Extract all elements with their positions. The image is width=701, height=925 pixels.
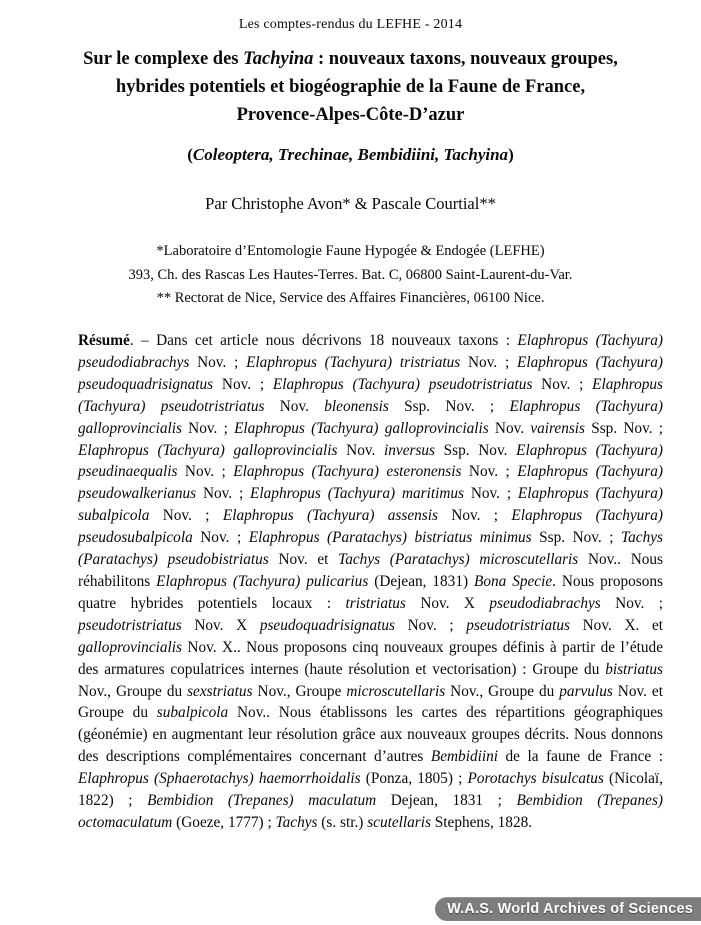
affiliation-line-3: ** Rectorat de Nice, Service des Affaires Financières, 06100 Nice. xyxy=(156,290,545,306)
affiliation-line-1: *Laboratoire d’Entomologie Faune Hypogée & Endogée (LEFHE) xyxy=(156,243,545,259)
was-watermark-badge: W.A.S. World Archives of Sciences xyxy=(435,897,701,921)
affiliations-block xyxy=(30,240,671,311)
abstract-paragraph: Résumé. – Dans cet article nous décrivons 18 nouveaux taxons : Elaphropus (Tachyura) pseudodiabrachys Nov. ; Elaphropus (Tachyura) tristriatus Nov. ; Elaphropus (Tachyura) pseudoquadrisignatus Nov. ; Elaphropus (Tachyura) pseudotristriatus Nov. ; Elaphropus (Tachyura) pseudotristriatus Nov. bleonensis Ssp. Nov. ; Elaphropus (Tachyura) galloprovincialis Nov. ; Elaphropus (Tachyura) galloprovincialis Nov. vairensis Ssp. Nov. ; Elaphropus (Tachyura) galloprovincialis Nov. inversus Ssp. Nov. Elaphropus (Tachyura) pseudinaequalis Nov. ; Elaphropus (Tachyura) esteronensis Nov. ; Elaphropus (Tachyura) pseudowalkerianus Nov. ; Elaphropus (Tachyura) maritimus Nov. ; Elaphropus (Tachyura) subalpicola Nov. ; Elaphropus (Tachyura) assensis Nov. ; Elaphropus (Tachyura) pseudosubalpicola Nov. ; Elaphropus (Paratachys) bistriatus minimus Ssp. Nov. ; Tachys (Paratachys) pseudobistriatus Nov. et Tachys (Paratachys) microscutellaris Nov.. Nous réhabilitons Elaphropus (Tachyura) pulicarius (Dejean, 1831) Bona Specie. Nous proposons quatre hybrides potentiels locaux : tristriatus Nov. X pseudodiabrachys Nov. ; pseudotristriatus Nov. X pseudoquadrisignatus Nov. ; pseudotristriatus Nov. X. et galloprovincialis Nov. X.. Nous proposons cinq nouveaux groupes définis à partir de l’étude des armatures copulatrices internes (haute résolution et vectorisation) : Groupe du bistriatus Nov., Groupe du sexstriatus Nov., Groupe microscutellaris Nov., Groupe du parvulus Nov. et Groupe du subalpicola Nov.. Nous établissons les cartes des répartitions géographiques (géonémie) en augmentant leur résolution grâce aux nouveaux groupes décrits. Nous donnons des descriptions complémentaires concernant d’autres Bembidiini de la faune de France : Elaphropus (Sphaerotachys) haemorrhoidalis (Ponza, 1805) ; Porotachys bisulcatus (Nicolaï, 1822) ; Bembidion (Trepanes) maculatum Dejean, 1831 ; Bembidion (Trepanes) octomaculatum (Goeze, 1777) ; Tachys (s. str.) scutellaris Stephens, 1828. xyxy=(78,332,664,831)
taxonomy-subtitle: (Coleoptera, Trechinae, Bembidiini, Tachyina) xyxy=(187,145,514,164)
journal-header: Les comptes-rendus du LEFHE - 2014 xyxy=(238,17,463,32)
article-title-line-3: Provence-Alpes-Côte-D’azur xyxy=(236,105,465,125)
affiliation-line-2: 393, Ch. des Rascas Les Hautes-Terres. Bat. C, 06800 Saint-Laurent-du-Var. xyxy=(128,266,573,283)
authors-byline: Par Christophe Avon* & Pascale Courtial** xyxy=(205,194,496,213)
article-title xyxy=(30,45,671,129)
article-title-line-1: Sur le complexe des Tachyina : nouveaux taxons, nouveaux groupes, xyxy=(83,49,618,69)
article-title-line-2: hybrides potentiels et biogéographie de la Faune de France, xyxy=(115,77,586,97)
